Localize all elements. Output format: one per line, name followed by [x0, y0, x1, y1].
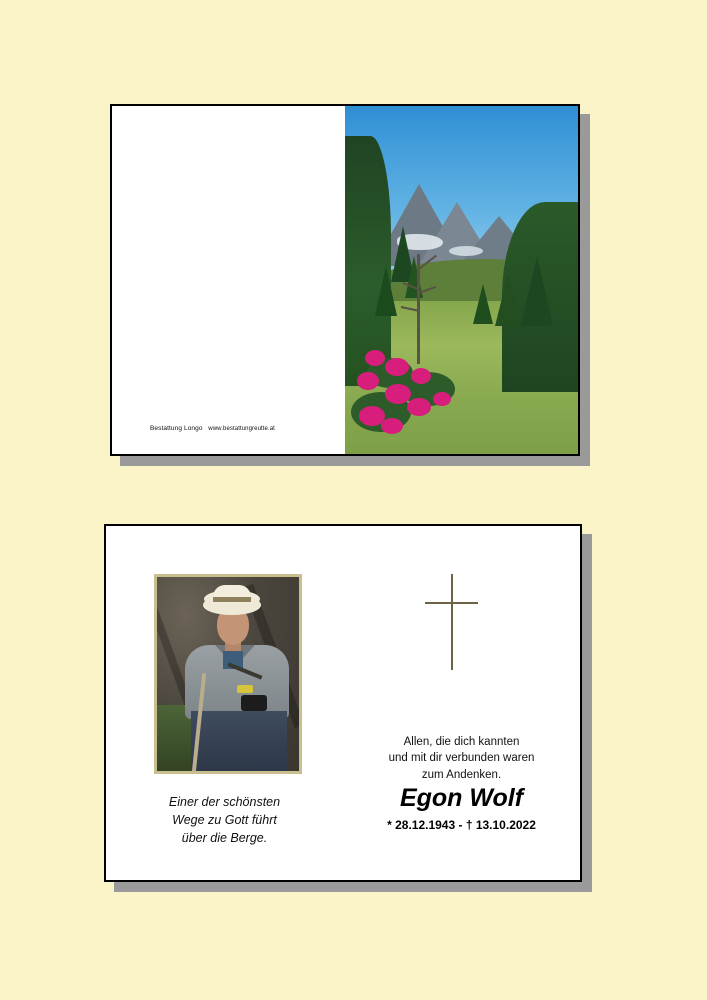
quote-line-1: Einer der schönsten — [168, 795, 281, 809]
card-right-page — [343, 526, 580, 880]
dedication-line-1: Allen, die dich kannten — [403, 736, 520, 748]
memorial-card-inner — [104, 524, 582, 882]
memorial-card-inner-face — [104, 524, 582, 882]
forest-left — [345, 136, 391, 386]
rhododendron-flower — [357, 372, 379, 390]
rhododendron-flower — [407, 398, 431, 416]
imprint-website: www.bestattungreutte.at — [208, 426, 275, 432]
yellow-item — [237, 685, 253, 693]
conifer-tree — [375, 266, 397, 316]
birth-death-dates: * 28.12.1943 - † 13.10.2022 — [387, 818, 536, 832]
rhododendron-flower — [433, 392, 451, 406]
mountain-meadow-photo — [345, 106, 578, 454]
conifer-tree — [473, 284, 493, 324]
dedication-line-2: und mit dir verbunden waren — [388, 752, 535, 765]
trousers — [191, 711, 287, 773]
memorial-card-outer — [110, 104, 580, 456]
conifer-tree — [521, 256, 553, 326]
dedication-text — [343, 734, 580, 783]
snow-field-lower — [449, 246, 483, 256]
rhododendron-flower — [381, 418, 403, 434]
cross-vertical-bar — [451, 574, 453, 670]
binoculars — [241, 695, 267, 711]
rhododendron-flower — [385, 384, 411, 404]
imprint-line — [150, 425, 275, 432]
dedication-line-3: zum Andenken. — [421, 768, 502, 781]
rhododendron-flower — [411, 368, 431, 384]
imprint-publisher: Bestattung Longo — [150, 425, 203, 432]
memorial-quote — [106, 794, 343, 847]
card-back-blank-panel — [112, 106, 345, 454]
rhododendron-flower — [385, 358, 409, 376]
hat-band — [213, 597, 251, 602]
card-left-page — [106, 526, 343, 880]
memorial-card-outer-face — [110, 104, 580, 456]
rhododendron-flower — [365, 350, 385, 366]
quote-line-2: Wege zu Gott führt — [172, 812, 277, 827]
conifer-tree — [495, 274, 521, 326]
quote-line-3: über die Berge. — [181, 830, 268, 845]
cross-horizontal-bar — [425, 602, 478, 604]
portrait-photo — [154, 574, 302, 774]
deceased-name: Egon Wolf — [399, 784, 524, 812]
